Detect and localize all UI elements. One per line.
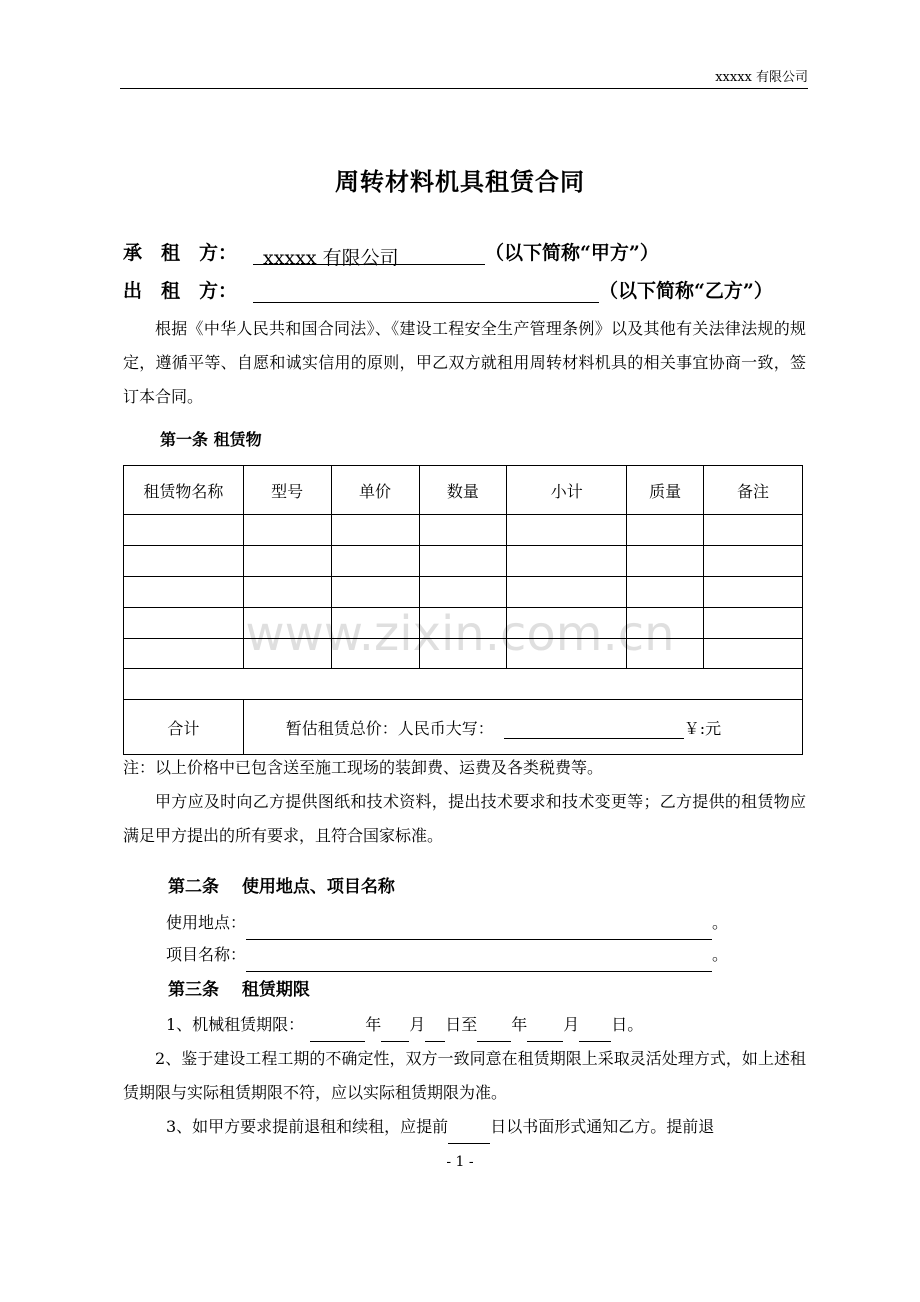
end-year-field[interactable] <box>477 1023 511 1042</box>
lessee-field[interactable]: xxxxx 有限公司 <box>253 243 485 265</box>
article3-item2: 2、鉴于建设工程工期的不确定性，双方一致同意在租赁期限上采取灵活处理方式，如上述租赁期限与实际租赁期限不符，应以实际租赁期限为准。 <box>123 1049 806 1102</box>
day-to-label: 日至 <box>445 1015 478 1034</box>
col-header: 数量 <box>419 466 507 515</box>
period: 。 <box>712 913 729 932</box>
table-row-merged <box>124 669 803 700</box>
col-header: 租赁物名称 <box>124 466 244 515</box>
month-label: 月 <box>563 1015 580 1034</box>
item3-text-cont: 日以书面形式通知乙方。提前退 <box>490 1117 715 1136</box>
period-line <box>166 1008 806 1042</box>
total-unit: 元 <box>705 718 722 738</box>
table-cell[interactable] <box>627 546 704 577</box>
col-header: 备注 <box>704 466 803 515</box>
lessee-label: 承 租 方： <box>123 242 238 264</box>
table-row <box>124 546 803 577</box>
col-header: 小计 <box>507 466 627 515</box>
total-cell <box>243 700 802 755</box>
article3-item3 <box>166 1110 806 1144</box>
year-label: 年 <box>511 1015 528 1034</box>
article1-paragraph: 甲方应及时向乙方提供图纸和技术资料，提出技术要求和技术变更等；乙方提供的租赁物应满足甲方提出的所有要求，且符合国家标准。 <box>123 792 806 845</box>
intro-paragraph: 根据《中华人民共和国合同法》、《建设工程安全生产管理条例》以及其他有关法律法规的规定，遵循平等、自愿和诚实信用的原则，甲乙双方就租用周转材料机具的相关事宜协商一致，签订本合同。 <box>123 319 806 406</box>
page-number: - 1 - <box>446 1154 474 1170</box>
table-cell[interactable] <box>243 577 331 608</box>
article1-heading: 第一条 租赁物 <box>160 430 262 449</box>
month-label: 月 <box>409 1015 426 1034</box>
table-cell[interactable] <box>627 577 704 608</box>
table-cell[interactable] <box>704 515 803 546</box>
table-row <box>124 577 803 608</box>
table-cell[interactable] <box>704 546 803 577</box>
table-cell[interactable] <box>243 515 331 546</box>
total-text: 暂估租赁总价：人民币大写： <box>285 718 494 738</box>
period-label: 1、机械租赁期限： <box>166 1015 305 1034</box>
lessor-field[interactable] <box>253 280 599 303</box>
end-month-field[interactable] <box>527 1023 563 1042</box>
lessor-suffix: （以下简称“乙方”） <box>599 280 773 302</box>
project-label: 项目名称： <box>166 945 247 964</box>
table-cell[interactable] <box>331 577 419 608</box>
place-line <box>166 906 786 940</box>
table-cell[interactable] <box>704 577 803 608</box>
lessee-suffix: （以下简称“甲方”） <box>485 242 659 264</box>
year-label: 年 <box>365 1015 382 1034</box>
table-row <box>124 515 803 546</box>
lessor-line <box>123 276 773 303</box>
table-cell[interactable] <box>124 546 244 577</box>
table-cell[interactable] <box>419 577 507 608</box>
table-cell[interactable] <box>507 515 627 546</box>
project-line <box>166 938 786 972</box>
table-cell[interactable] <box>243 546 331 577</box>
lessee-line <box>123 238 659 269</box>
period: 。 <box>712 945 729 964</box>
start-year-field[interactable] <box>310 1023 365 1042</box>
total-label: 合计 <box>124 700 244 755</box>
end-day-field[interactable] <box>579 1023 611 1042</box>
table-cell[interactable] <box>507 546 627 577</box>
watermark: www.zixin.com.cn <box>245 606 675 662</box>
table-cell[interactable] <box>124 515 244 546</box>
document-title: 周转材料机具租赁合同 <box>335 167 585 196</box>
total-amount-field[interactable] <box>504 720 684 739</box>
article3-heading: 第三条 租赁期限 <box>168 980 310 1000</box>
project-field[interactable] <box>246 953 712 972</box>
place-label: 使用地点： <box>166 913 247 932</box>
notice-days-field[interactable] <box>448 1125 490 1144</box>
lessor-label: 出 租 方： <box>123 280 238 302</box>
total-row <box>124 700 803 755</box>
price-note: 注：以上价格中已包含送至施工现场的装卸费、运费及各类税费等。 <box>123 758 604 777</box>
table-cell[interactable] <box>507 577 627 608</box>
total-yen: ￥: <box>683 718 706 738</box>
table-cell[interactable] <box>124 577 244 608</box>
table-cell[interactable] <box>124 669 803 700</box>
table-cell[interactable] <box>331 515 419 546</box>
day-label: 日。 <box>611 1015 644 1034</box>
col-header: 质量 <box>627 466 704 515</box>
item3-text: 3、如甲方要求提前退租和续租，应提前 <box>166 1117 449 1136</box>
col-header: 型号 <box>243 466 331 515</box>
col-header: 单价 <box>331 466 419 515</box>
table-cell[interactable] <box>331 546 419 577</box>
header-company: xxxxx 有限公司 <box>715 70 808 85</box>
table-header-row <box>124 466 803 515</box>
table-cell[interactable] <box>419 515 507 546</box>
article2-heading: 第二条 使用地点、项目名称 <box>168 877 395 897</box>
header-divider <box>120 88 808 89</box>
start-month-field[interactable] <box>381 1023 409 1042</box>
start-day-field[interactable] <box>425 1023 445 1042</box>
table-cell[interactable] <box>419 546 507 577</box>
table-cell[interactable] <box>627 515 704 546</box>
